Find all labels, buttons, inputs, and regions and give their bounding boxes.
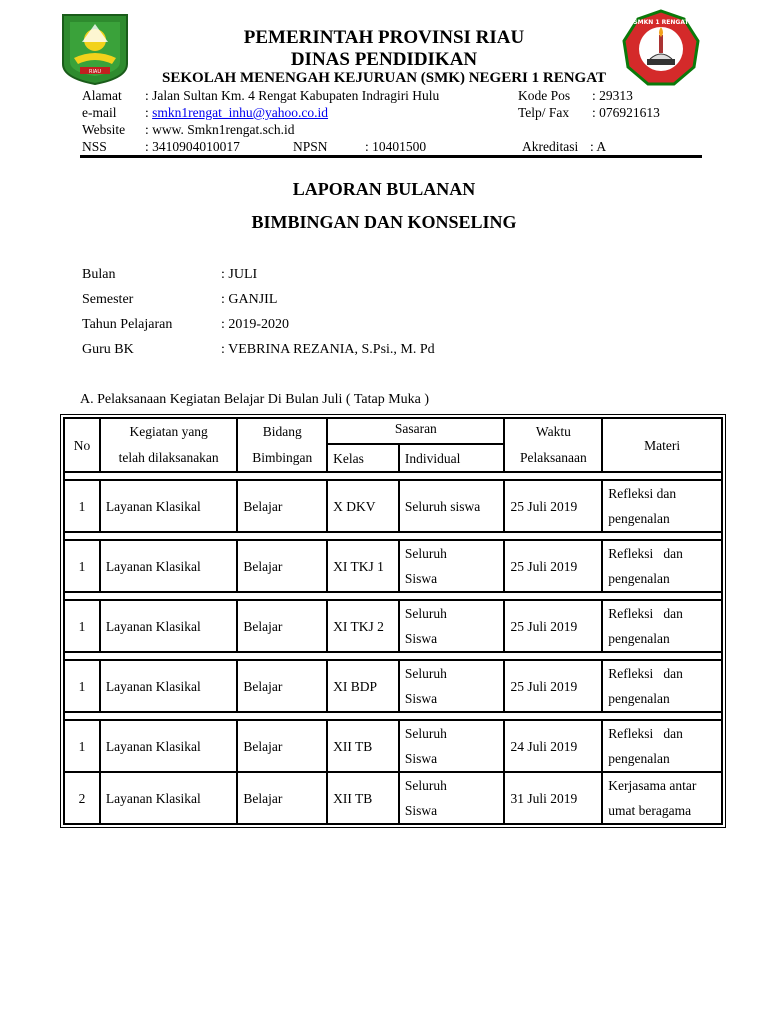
spacer-row <box>64 592 722 600</box>
nss-label: NSS <box>82 139 107 154</box>
telp-label: Telp/ Fax <box>518 105 570 120</box>
cell-waktu: 25 Juli 2019 <box>504 480 602 532</box>
meta-value-bulan: : JULI <box>221 267 258 282</box>
cell-individual-line1: Seluruh <box>404 546 447 561</box>
cell-materi <box>602 600 722 652</box>
school-title: SEKOLAH MENENGAH KEJURUAN (SMK) NEGERI 1 RENGAT <box>162 70 606 86</box>
akreditasi-value: : A <box>590 139 607 154</box>
cell-individual <box>399 720 505 772</box>
cell-materi <box>602 720 722 772</box>
header-kegiatan <box>100 418 237 472</box>
header-individual: Individual <box>399 444 505 472</box>
meta-value-semester: : GANJIL <box>221 292 278 307</box>
cell-materi-line1: Refleksi dan <box>608 606 683 621</box>
cell-no: 2 <box>64 772 100 824</box>
header-bidang-line1: Bidang <box>262 424 302 439</box>
cell-individual <box>399 600 505 652</box>
table-row <box>64 720 722 772</box>
cell-no: 1 <box>64 540 100 592</box>
cell-kelas: XI BDP <box>327 660 399 712</box>
alamat-value: : Jalan Sultan Km. 4 Rengat Kabupaten Indragiri Hulu <box>145 88 440 103</box>
gov-title: PEMERINTAH PROVINSI RIAU <box>243 27 525 48</box>
cell-kelas: XII TB <box>327 720 399 772</box>
header-waktu-line1: Waktu <box>535 424 571 439</box>
cell-individual-line2: Siswa <box>404 803 438 818</box>
cell-bidang: Belajar <box>237 480 327 532</box>
cell-materi-line1: Refleksi dan <box>608 726 683 741</box>
website-label: Website <box>82 122 126 137</box>
npsn-label: NPSN <box>293 139 328 154</box>
cell-bidang: Belajar <box>237 720 327 772</box>
meta-label-bulan: Bulan <box>82 267 116 282</box>
cell-no: 1 <box>64 720 100 772</box>
cell-no: 1 <box>64 480 100 532</box>
cell-materi <box>602 540 722 592</box>
cell-kegiatan: Layanan Klasikal <box>100 660 237 712</box>
report-title: LAPORAN BULANAN <box>292 179 476 199</box>
cell-no: 1 <box>64 600 100 652</box>
cell-individual-line1: Seluruh <box>404 666 447 681</box>
cell-individual-line2: Siswa <box>404 751 438 766</box>
kodepos-label: Kode Pos <box>518 88 571 103</box>
svg-text:SMKN 1 RENGAT: SMKN 1 RENGAT <box>633 19 689 26</box>
cell-individual-line1: Seluruh <box>404 778 447 793</box>
cell-individual-line2: Siswa <box>404 631 438 646</box>
akreditasi-label: Akreditasi <box>522 139 579 154</box>
header-sasaran: Sasaran <box>327 418 504 444</box>
npsn-value: : 10401500 <box>365 139 427 154</box>
svg-text:RIAU: RIAU <box>88 69 102 75</box>
header-materi: Materi <box>602 418 722 472</box>
cell-bidang: Belajar <box>237 540 327 592</box>
email-label: e-mail <box>82 105 117 120</box>
spacer-row <box>64 532 722 540</box>
cell-individual-line2: Siswa <box>404 571 438 586</box>
section-heading: A. Pelaksanaan Kegiatan Belajar Di Bulan Juli ( Tatap Muka ) <box>80 392 430 407</box>
header-divider <box>80 155 702 158</box>
cell-materi-line2: pengenalan <box>608 511 670 526</box>
cell-individual-line1: Seluruh <box>404 606 447 621</box>
website-value: : www. Smkn1rengat.sch.id <box>145 122 295 137</box>
alamat-label: Alamat <box>82 88 122 103</box>
email-colon: : <box>145 105 153 120</box>
cell-individual <box>399 660 505 712</box>
meta-label-semester: Semester <box>82 292 134 307</box>
meta-label-tahun: Tahun Pelajaran <box>82 317 173 332</box>
email-link[interactable]: smkn1rengat_inhu@yahoo.co.id <box>152 105 329 120</box>
cell-materi-line2: pengenalan <box>608 691 670 706</box>
cell-kegiatan: Layanan Klasikal <box>100 480 237 532</box>
table-row <box>64 480 722 532</box>
table-row <box>64 772 722 824</box>
cell-individual-line1: Seluruh <box>404 726 447 741</box>
header-bidang <box>237 418 327 472</box>
cell-kegiatan: Layanan Klasikal <box>100 600 237 652</box>
cell-kelas: XII TB <box>327 772 399 824</box>
cell-materi <box>602 660 722 712</box>
dept-title: DINAS PENDIDIKAN <box>290 49 478 70</box>
cell-kelas: XI TKJ 1 <box>327 540 399 592</box>
spacer-row <box>64 472 722 480</box>
cell-materi <box>602 480 722 532</box>
header-bidang-line2: Bimbingan <box>252 450 313 465</box>
cell-kegiatan: Layanan Klasikal <box>100 720 237 772</box>
cell-materi-line2: pengenalan <box>608 571 670 586</box>
cell-individual-line2: Siswa <box>404 691 438 706</box>
cell-waktu: 31 Juli 2019 <box>504 772 602 824</box>
cell-materi-line1: Refleksi dan <box>608 666 683 681</box>
cell-waktu: 25 Juli 2019 <box>504 660 602 712</box>
header-kegiatan-line2: telah dilaksanakan <box>118 450 219 465</box>
spacer-row <box>64 652 722 660</box>
kodepos-value: : 29313 <box>592 88 633 103</box>
cell-individual <box>399 480 505 532</box>
header-waktu-line2: Pelaksanaan <box>520 450 587 465</box>
table-row <box>64 600 722 652</box>
cell-materi <box>602 772 722 824</box>
header-waktu <box>504 418 602 472</box>
cell-bidang: Belajar <box>237 660 327 712</box>
email-row <box>145 105 328 121</box>
telp-value: : 076921613 <box>592 105 660 120</box>
cell-materi-line2: pengenalan <box>608 631 670 646</box>
meta-value-guru: : VEBRINA REZANIA, S.Psi., M. Pd <box>221 342 435 357</box>
cell-bidang: Belajar <box>237 600 327 652</box>
table-row <box>64 660 722 712</box>
cell-materi-line1: Refleksi dan <box>608 546 683 561</box>
meta-value-tahun: : 2019-2020 <box>221 317 290 332</box>
header-kegiatan-line1: Kegiatan yang <box>129 424 208 439</box>
cell-kelas: XI TKJ 2 <box>327 600 399 652</box>
cell-materi-line1: Kerjasama antar <box>608 778 697 793</box>
cell-waktu: 24 Juli 2019 <box>504 720 602 772</box>
spacer-row <box>64 712 722 720</box>
cell-materi-line2: umat beragama <box>608 803 692 818</box>
cell-bidang: Belajar <box>237 772 327 824</box>
nss-value: : 3410904010017 <box>145 139 240 154</box>
header-no: No <box>64 418 100 472</box>
cell-individual-line1: Seluruh siswa <box>404 498 481 514</box>
cell-waktu: 25 Juli 2019 <box>504 600 602 652</box>
cell-materi-line1: Refleksi dan <box>608 486 677 501</box>
cell-kegiatan: Layanan Klasikal <box>100 540 237 592</box>
activity-table <box>63 417 723 825</box>
cell-kelas: X DKV <box>327 480 399 532</box>
cell-no: 1 <box>64 660 100 712</box>
header-kelas: Kelas <box>327 444 399 472</box>
table-row <box>64 540 722 592</box>
cell-kegiatan: Layanan Klasikal <box>100 772 237 824</box>
cell-waktu: 25 Juli 2019 <box>504 540 602 592</box>
cell-individual <box>399 540 505 592</box>
report-subtitle: BIMBINGAN DAN KONSELING <box>251 212 517 232</box>
cell-materi-line2: pengenalan <box>608 751 670 766</box>
cell-individual <box>399 772 505 824</box>
meta-label-guru: Guru BK <box>82 342 134 357</box>
